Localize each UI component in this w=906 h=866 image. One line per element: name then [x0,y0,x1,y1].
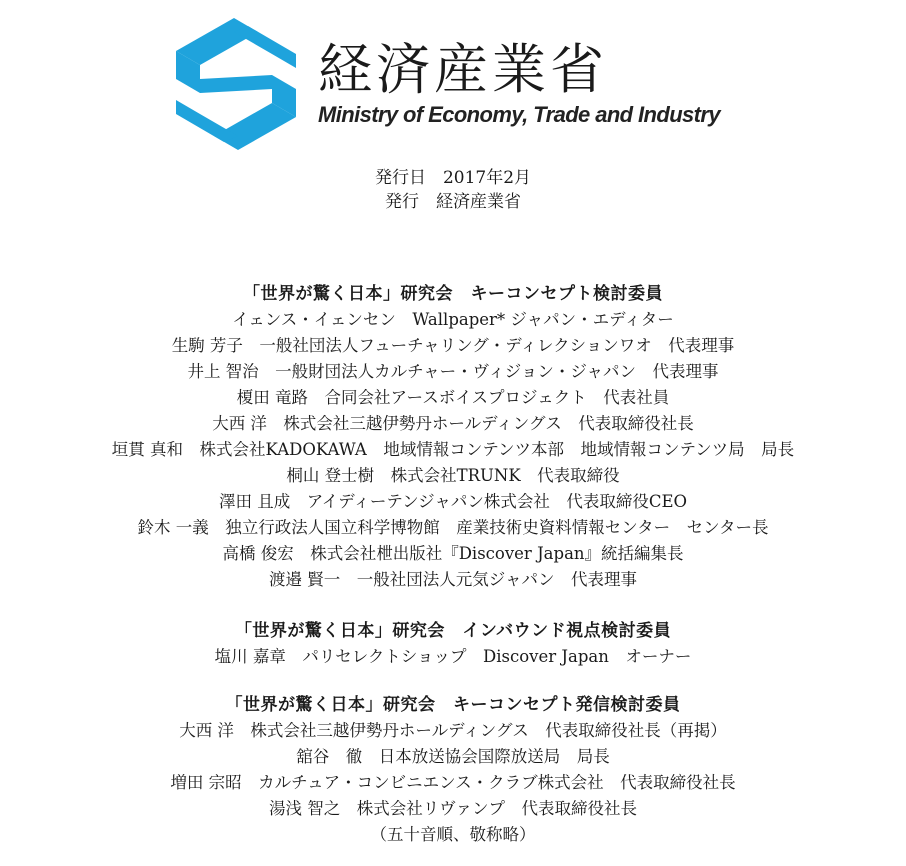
section-inbound [0,618,906,670]
meti-logo-icon [176,18,296,150]
section-key-concept [0,281,906,593]
publication-info [0,166,906,214]
ministry-name-en: Ministry of Economy, Trade and Industry [318,102,721,127]
member-line: 大西 洋 株式会社三越伊勢丹ホールディングス 代表取締役社長 [212,414,694,433]
logo-middle-band [200,75,272,93]
member-line: 生駒 芳子 一般社団法人フューチャリング・ディレクションワオ 代表理事 [171,336,735,355]
member-line: 舘谷 徹 日本放送協会国際放送局 局長 [296,747,610,766]
ministry-name-jp: 経済産業省 [318,38,608,101]
section-title: 「世界が驚く日本」研究会 インバウンド視点検討委員 [234,621,672,641]
member-line: 大西 洋 株式会社三越伊勢丹ホールディングス 代表取締役社長（再掲） [179,721,727,740]
issue-date: 発行日 2017年2月 [374,168,532,188]
header [0,0,906,160]
member-line: 榎田 竜路 合同会社アースボイスプロジェクト 代表社員 [236,388,670,407]
logo-text [318,40,720,128]
logo-bottom-left [176,100,238,142]
member-line: 垣貫 真和 株式会社KADOKAWA 地域情報コンテンツ本部 地域情報コンテンツ局 局長 [111,440,795,459]
section-dissemination [0,692,906,822]
logo-top-right [234,26,296,68]
member-line: 塩川 嘉章 パリセレクトショップ Discover Japan オーナー [214,647,692,666]
publisher: 発行 経済産業省 [385,192,521,212]
section-title: 「世界が驚く日本」研究会 キーコンセプト発信検討委員 [225,695,681,715]
member-line: 高橋 俊宏 株式会社枻出版社『Discover Japan』統括編集長 [222,544,684,563]
member-line: 桐山 登士樹 株式会社TRUNK 代表取締役 [286,466,620,485]
member-line: 井上 智治 一般財団法人カルチャー・ヴィジョン・ジャパン 代表理事 [187,362,719,381]
member-line: 澤田 且成 アイディーテンジャパン株式会社 代表取締役CEO [218,492,688,511]
member-line: 湯浅 智之 株式会社リヴァンプ 代表取締役社長 [268,799,638,818]
member-line: イェンス・イェンセン Wallpaper* ジャパン・エディター [232,310,674,329]
member-line: 渡邉 賢一 一般社団法人元気ジャパン 代表理事 [269,570,637,589]
member-line: 増田 宗昭 カルチュア・コンビニエンス・クラブ株式会社 代表取締役社長 [170,773,736,792]
member-line: 鈴木 一義 独立行政法人国立科学博物館 産業技術史資料情報センター センター長 [137,518,769,537]
logo-upper-band [176,18,258,65]
section-title: 「世界が驚く日本」研究会 キーコンセプト検討委員 [243,284,663,304]
logo-lower-band [214,103,296,150]
order-note: （五十音順、敬称略） [370,825,536,844]
